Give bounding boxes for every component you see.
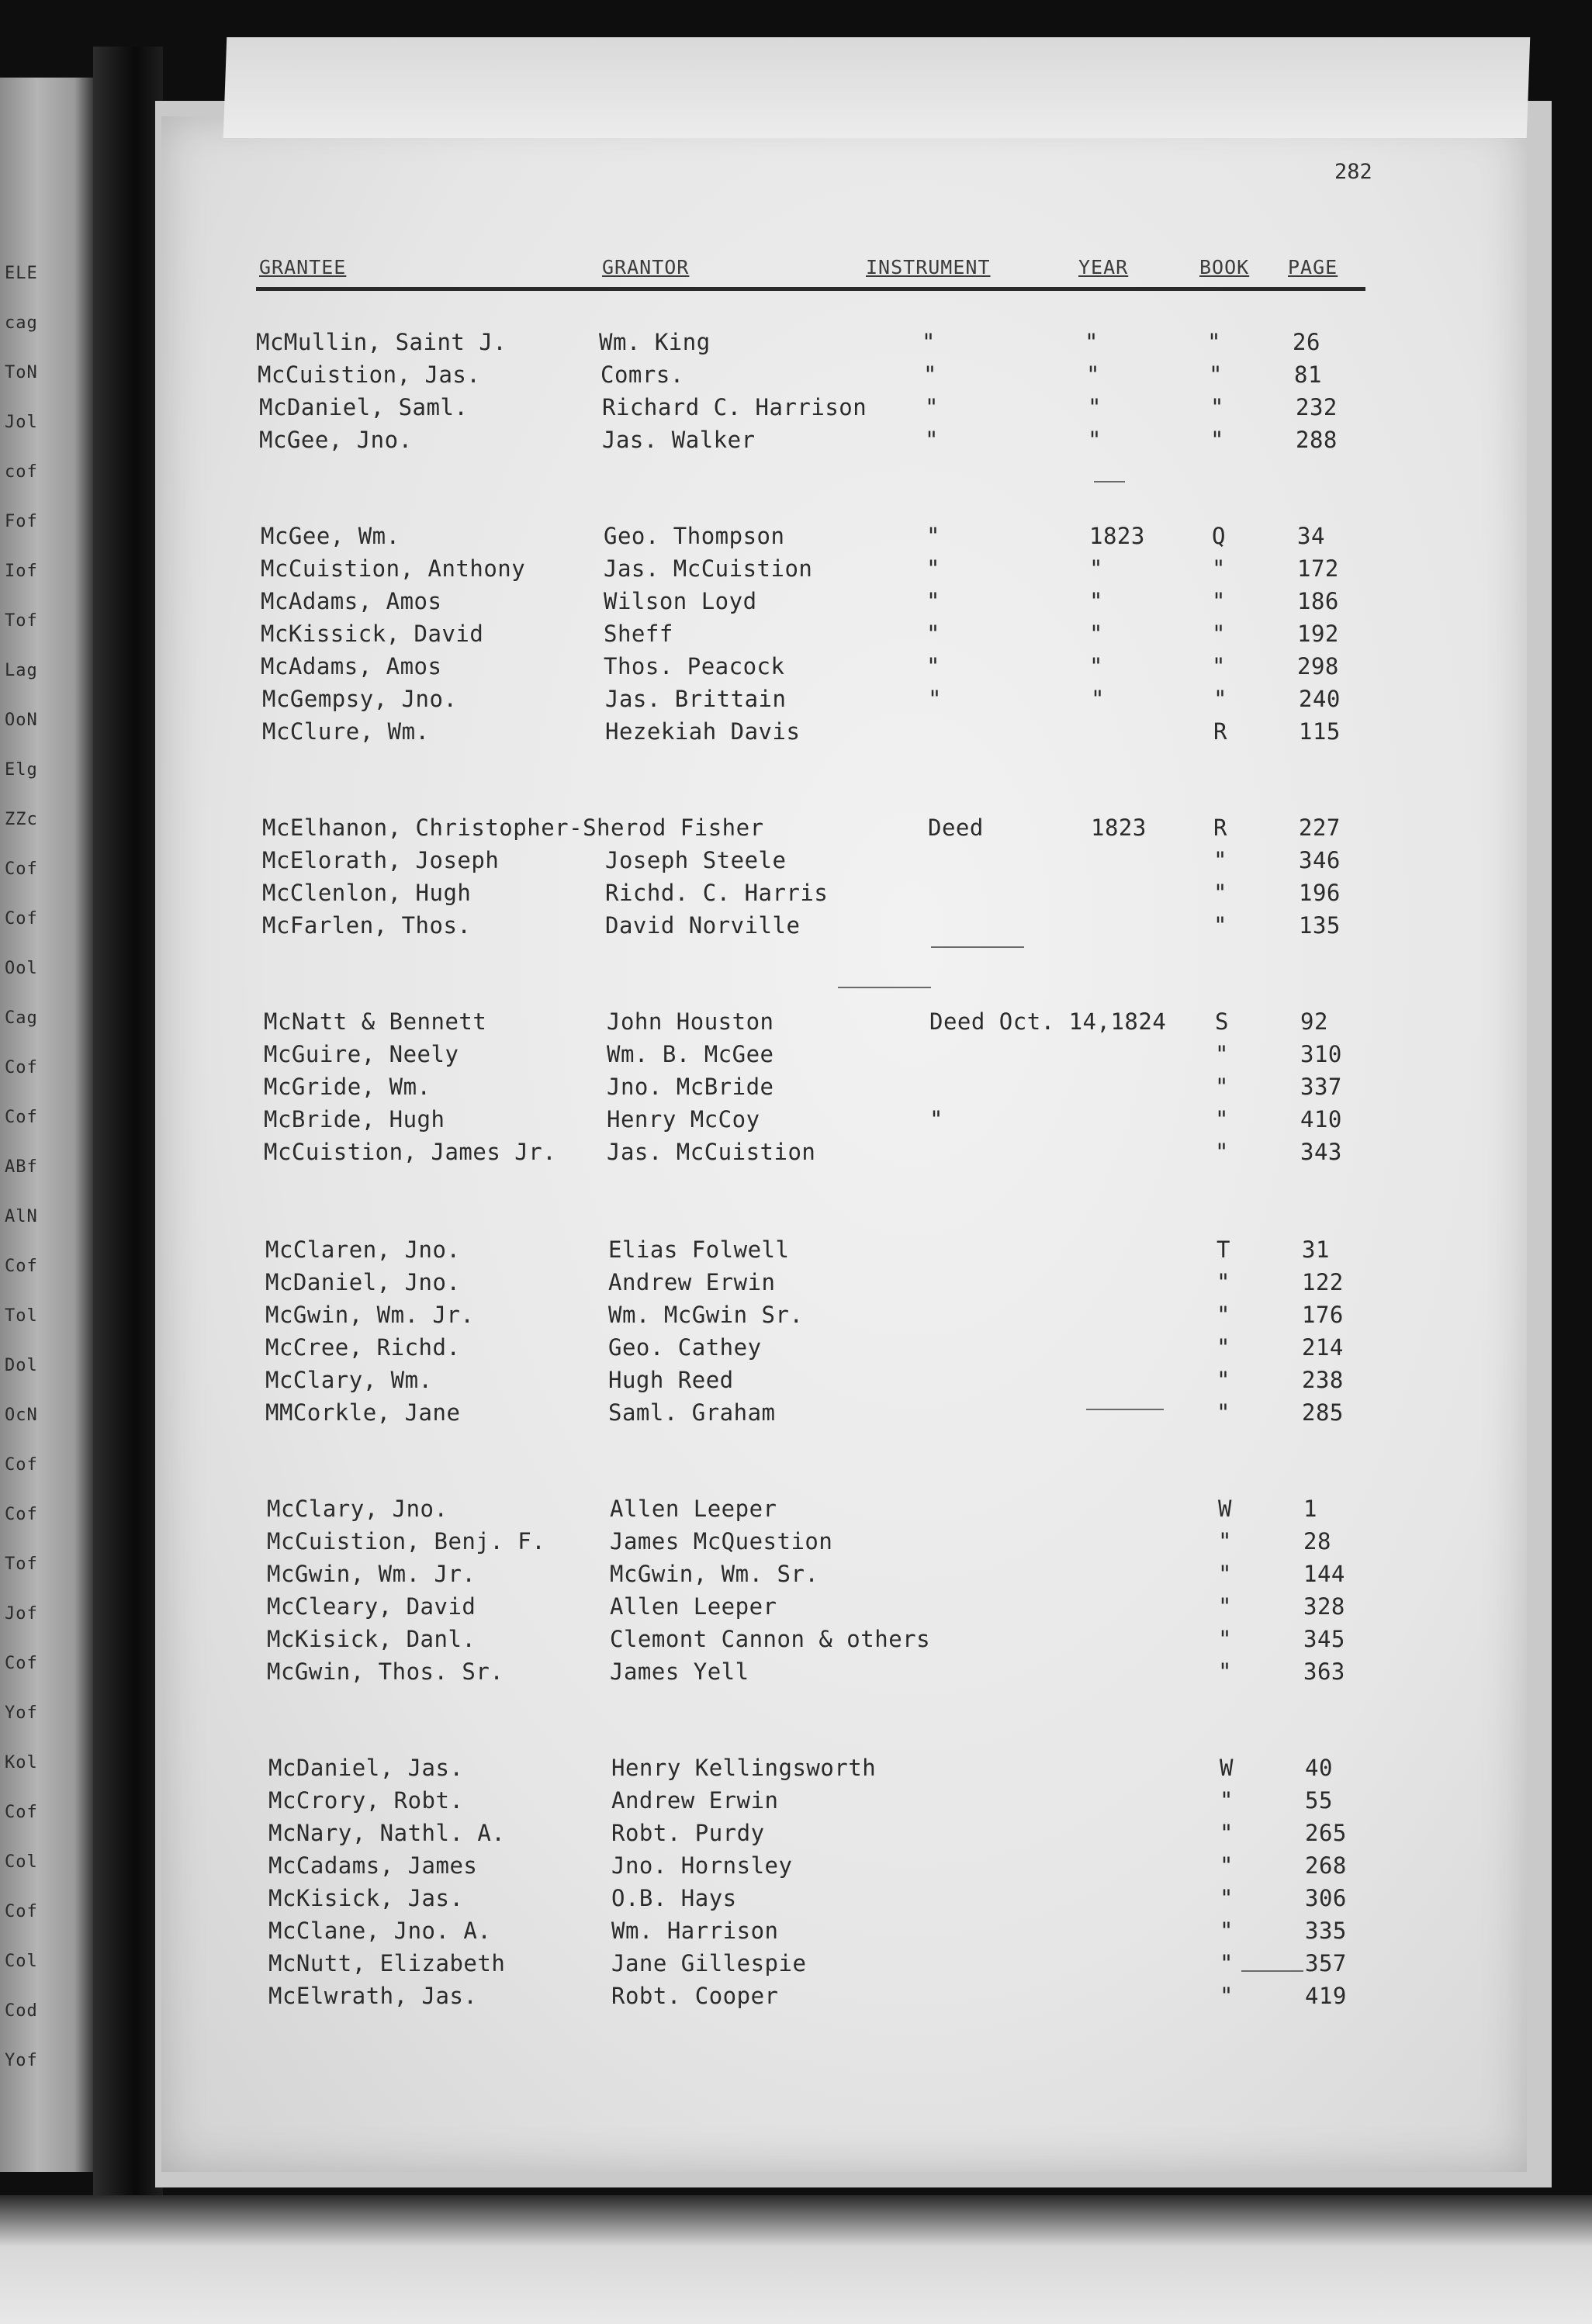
left-page-fragment: Tol [5, 1306, 38, 1326]
cell-grantor: Joseph Steele [605, 847, 787, 873]
cell-page: 363 [1303, 1658, 1345, 1685]
cell-year: " [1089, 555, 1103, 582]
table-row [9, 1302, 1592, 1334]
cell-grantee: McNutt, Elizabeth [268, 1950, 506, 1976]
left-page-fragment: Cof [5, 1058, 38, 1077]
left-page-fragment: AlN [5, 1207, 38, 1226]
cell-grantee: McDaniel, Jno. [265, 1269, 461, 1295]
cell-grantor: Elias Folwell [608, 1236, 790, 1263]
cell-instrument: " [929, 1106, 943, 1133]
table-row [8, 1139, 1592, 1171]
cell-grantee: McFarlen, Thos. [262, 912, 472, 939]
cell-page: 310 [1300, 1041, 1342, 1067]
table-row [11, 1561, 1592, 1593]
cell-page: 285 [1302, 1399, 1344, 1426]
left-page-fragment: Col [5, 1952, 38, 1971]
cell-grantor: Allen Leeper [610, 1593, 777, 1620]
header-page: PAGE [1288, 256, 1338, 278]
cell-book: " [1220, 1852, 1234, 1879]
folded-top-sheet [223, 37, 1531, 138]
cell-page: 40 [1305, 1755, 1333, 1781]
cell-book: " [1218, 1561, 1232, 1587]
cell-page: 240 [1299, 686, 1341, 712]
cell-page: 238 [1302, 1367, 1344, 1393]
left-page-fragment: Col [5, 1852, 38, 1872]
cell-grantor: Jas. Brittain [605, 686, 787, 712]
table-row [5, 588, 1592, 621]
cell-grantee: McGwin, Wm. Jr. [267, 1561, 476, 1587]
cell-grantee: McDaniel, Saml. [259, 394, 469, 420]
cell-page: 92 [1300, 1008, 1328, 1035]
cell-book: " [1220, 1918, 1234, 1944]
cell-grantor: James McQuestion [610, 1528, 833, 1555]
cell-year: " [1088, 427, 1102, 453]
cell-grantor: Clemont Cannon & others [610, 1626, 931, 1652]
left-page-fragment: Cof [5, 1803, 38, 1822]
left-page-fragment: Lag [5, 661, 38, 680]
left-page-fragment: Cof [5, 909, 38, 929]
cell-page: 357 [1305, 1950, 1347, 1976]
cell-book: W [1220, 1755, 1234, 1781]
cell-grantor: Jas. McCuistion [604, 555, 813, 582]
header-year: YEAR [1078, 256, 1129, 278]
left-page-fragment: cag [5, 313, 38, 333]
left-page-fragment: Tof [5, 1555, 38, 1574]
cell-book: " [1215, 1074, 1229, 1100]
cell-grantee: McClary, Jno. [267, 1496, 448, 1522]
cell-book: R [1213, 814, 1227, 841]
left-page-fragment: Cof [5, 1257, 38, 1276]
cell-page: 28 [1303, 1528, 1331, 1555]
cell-page: 298 [1297, 653, 1339, 680]
cell-grantor: Hezekiah Davis [605, 718, 801, 745]
cell-grantee: McAdams, Amos [261, 588, 442, 614]
cell-grantor: Wm. McGwin Sr. [608, 1302, 804, 1328]
left-page-fragment: Dol [5, 1356, 38, 1375]
cell-instrument: " [922, 329, 936, 355]
cell-page: 55 [1305, 1787, 1333, 1814]
cell-book: " [1213, 880, 1227, 906]
left-page-fragment: Elg [5, 760, 38, 780]
cell-book: " [1210, 427, 1224, 453]
cell-page: 214 [1302, 1334, 1344, 1361]
cell-grantor: Robt. Purdy [611, 1820, 765, 1846]
cell-book: " [1216, 1334, 1230, 1361]
cell-grantor: Richd. C. Harris [605, 880, 829, 906]
table-row [12, 1983, 1592, 2015]
cell-book: " [1215, 1041, 1229, 1067]
left-page-fragment: Jol [5, 413, 38, 432]
cell-grantee: McElwrath, Jas. [268, 1983, 478, 2009]
left-page-fragment: Yof [5, 1703, 38, 1723]
cell-book: " [1213, 847, 1227, 873]
cell-book: " [1220, 1885, 1234, 1911]
table-row [6, 847, 1592, 880]
table-row [6, 912, 1592, 945]
stray-mark [838, 987, 931, 988]
cell-page: 135 [1299, 912, 1341, 939]
cell-grantor: Andrew Erwin [608, 1269, 776, 1295]
cell-year: " [1089, 621, 1103, 647]
cell-grantee: McClenlon, Hugh [262, 880, 472, 906]
left-page-fragment: cof [5, 462, 38, 482]
cell-page: 122 [1302, 1269, 1344, 1295]
cell-page: 343 [1300, 1139, 1342, 1165]
cell-book: " [1212, 555, 1226, 582]
cell-grantor: James Yell [610, 1658, 749, 1685]
cell-year: " [1089, 588, 1103, 614]
cell-page: 196 [1299, 880, 1341, 906]
cell-book: " [1218, 1626, 1232, 1652]
cell-book: " [1220, 1950, 1234, 1976]
left-page-fragment: Cag [5, 1008, 38, 1028]
cell-grantor: Wilson Loyd [604, 588, 757, 614]
cell-page: 31 [1302, 1236, 1330, 1263]
cell-grantor: Andrew Erwin [611, 1787, 779, 1814]
left-page-fragment: Cof [5, 1108, 38, 1127]
table-row [12, 1852, 1592, 1885]
cell-page: 346 [1299, 847, 1341, 873]
cell-book: " [1212, 588, 1226, 614]
cell-grantee: McMullin, Saint J. [256, 329, 507, 355]
table-row [9, 1367, 1592, 1399]
table-row [9, 1334, 1592, 1367]
table-row [5, 555, 1592, 588]
cell-instrument: " [923, 361, 937, 388]
cell-page: 227 [1299, 814, 1341, 841]
cell-page: 34 [1297, 523, 1325, 549]
cell-book: " [1215, 1106, 1229, 1133]
cell-book: " [1218, 1528, 1232, 1555]
cell-grantee: McGwin, Thos. Sr. [267, 1658, 504, 1685]
cell-grantor: Jas. Walker [602, 427, 756, 453]
cell-grantee: McClary, Wm. [265, 1367, 433, 1393]
cell-book: S [1215, 1008, 1229, 1035]
cell-grantee: McElhanon, Christopher-Sherod Fisher [262, 814, 764, 841]
cell-grantee: McGempsy, Jno. [262, 686, 458, 712]
cell-grantee: McDaniel, Jas. [268, 1755, 464, 1781]
left-page-fragment: Iof [5, 562, 38, 581]
cell-grantor: Sheff [604, 621, 673, 647]
cell-book: " [1218, 1593, 1232, 1620]
column-header-row [256, 253, 1365, 291]
cell-grantee: McGuire, Neely [264, 1041, 459, 1067]
cell-year: " [1086, 361, 1100, 388]
cell-grantee: McGwin, Wm. Jr. [265, 1302, 475, 1328]
cell-grantee: McNary, Nathl. A. [268, 1820, 506, 1846]
table-row [8, 1008, 1592, 1041]
cell-grantee: McCadams, James [268, 1852, 478, 1879]
cell-page: 265 [1305, 1820, 1347, 1846]
cell-grantor: Thos. Peacock [604, 653, 785, 680]
cell-book: Q [1212, 523, 1226, 549]
table-row [12, 1787, 1592, 1820]
cell-page: 328 [1303, 1593, 1345, 1620]
cell-grantor: Richard C. Harrison [602, 394, 867, 420]
table-row [8, 1106, 1592, 1139]
cell-grantee: McClaren, Jno. [265, 1236, 461, 1263]
cell-instrument: " [925, 427, 939, 453]
cell-instrument: Deed [928, 814, 984, 841]
cell-grantee: McAdams, Amos [261, 653, 442, 680]
table-row [6, 686, 1592, 718]
left-page-fragment: Kol [5, 1753, 38, 1772]
cell-instrument: " [926, 621, 940, 647]
cell-book: " [1220, 1983, 1234, 2009]
cell-year: " [1089, 653, 1103, 680]
left-page-fragment: Cof [5, 1505, 38, 1524]
cell-grantor: McGwin, Wm. Sr. [610, 1561, 819, 1587]
cell-page: 335 [1305, 1918, 1347, 1944]
cell-grantor: Geo. Cathey [608, 1334, 762, 1361]
cell-grantor: Henry McCoy [607, 1106, 760, 1133]
left-page-fragment: Cof [5, 859, 38, 879]
cell-book: " [1215, 1139, 1229, 1165]
table-row [11, 1528, 1592, 1561]
table-row [12, 1918, 1592, 1950]
cell-book: " [1209, 361, 1223, 388]
cell-grantee: McCrory, Robt. [268, 1787, 464, 1814]
cell-page: 232 [1296, 394, 1338, 420]
table-row [12, 1885, 1592, 1918]
cell-book: " [1212, 621, 1226, 647]
table-row [9, 1269, 1592, 1302]
cell-year: " [1091, 686, 1105, 712]
cell-page: 419 [1305, 1983, 1347, 2009]
cell-book: T [1216, 1236, 1230, 1263]
header-grantor: GRANTOR [602, 256, 690, 278]
cell-grantee: McBride, Hugh [264, 1106, 445, 1133]
cell-page: 192 [1297, 621, 1339, 647]
cell-grantee: McClure, Wm. [262, 718, 430, 745]
left-page-fragment: Tof [5, 611, 38, 631]
cell-grantee: McKissick, David [261, 621, 484, 647]
table-row [5, 653, 1592, 686]
cell-book: " [1220, 1820, 1234, 1846]
cell-book: " [1213, 912, 1227, 939]
table-row [11, 1658, 1592, 1691]
left-page-fragment: ToN [5, 363, 38, 382]
header-grantee: GRANTEE [259, 256, 347, 278]
cell-grantor: Wm. Harrison [611, 1918, 779, 1944]
cell-grantor: Geo. Thompson [604, 523, 785, 549]
cell-page: 144 [1303, 1561, 1345, 1587]
left-page-fragment: Cod [5, 2001, 38, 2021]
stray-mark [1094, 481, 1125, 482]
stray-mark [1241, 1970, 1303, 1972]
cell-grantee: McClane, Jno. A. [268, 1918, 492, 1944]
cell-grantee: McCuistion, James Jr. [264, 1139, 557, 1165]
stray-mark [1086, 1409, 1164, 1410]
table-row [6, 814, 1592, 847]
cell-grantee: McKisick, Jas. [268, 1885, 464, 1911]
left-page-fragment: ELE [5, 264, 38, 283]
cell-page: 288 [1296, 427, 1338, 453]
cell-grantor: Jno. McBride [607, 1074, 774, 1100]
table-row [0, 329, 1592, 361]
cell-page: 1 [1303, 1496, 1317, 1522]
cell-book: " [1220, 1787, 1234, 1814]
cell-grantee: McKisick, Danl. [267, 1626, 476, 1652]
left-page-fragment: Cof [5, 1455, 38, 1475]
table-row [5, 523, 1592, 555]
table-row [6, 880, 1592, 912]
cell-book: " [1216, 1399, 1230, 1426]
left-page-fragment: Jof [5, 1604, 38, 1624]
left-page-fragment: Ool [5, 959, 38, 978]
table-row [12, 1950, 1592, 1983]
cell-grantor: Hugh Reed [608, 1367, 734, 1393]
cell-grantor: Jas. McCuistion [607, 1139, 816, 1165]
cell-page: 186 [1297, 588, 1339, 614]
cell-page: 337 [1300, 1074, 1342, 1100]
left-page-fragment: Cof [5, 1654, 38, 1673]
cell-instrument: " [928, 686, 942, 712]
cell-year: " [1085, 329, 1099, 355]
table-row [2, 361, 1592, 394]
cell-grantee: McCuistion, Benj. F. [267, 1528, 546, 1555]
cell-instrument: Deed Oct. 14,1824 [929, 1008, 1167, 1035]
film-bottom-edge [0, 2195, 1592, 2324]
cell-grantor: Henry Kellingsworth [611, 1755, 877, 1781]
cell-grantor: Wm. King [599, 329, 711, 355]
cell-book: " [1216, 1302, 1230, 1328]
cell-instrument: " [925, 394, 939, 420]
stray-mark [931, 946, 1024, 948]
page-number: 282 [1334, 160, 1372, 184]
cell-page: 345 [1303, 1626, 1345, 1652]
cell-grantor: Comrs. [600, 361, 684, 388]
cell-page: 26 [1293, 329, 1320, 355]
table-row [3, 427, 1592, 459]
table-row [11, 1626, 1592, 1658]
table-row [12, 1820, 1592, 1852]
cell-book: " [1210, 394, 1224, 420]
cell-page: 81 [1294, 361, 1322, 388]
table-row [12, 1755, 1592, 1787]
table-row [8, 1074, 1592, 1106]
cell-book: " [1216, 1269, 1230, 1295]
table-row [9, 1399, 1592, 1432]
table-row [6, 718, 1592, 751]
cell-instrument: " [926, 653, 940, 680]
cell-grantor: Jno. Hornsley [611, 1852, 793, 1879]
cell-year: 1823 [1089, 523, 1145, 549]
cell-page: 115 [1299, 718, 1341, 745]
cell-grantee: McGride, Wm. [264, 1074, 431, 1100]
left-page-fragment: Fof [5, 512, 38, 531]
cell-book: " [1207, 329, 1221, 355]
cell-grantor: Jane Gillespie [611, 1950, 807, 1976]
cell-instrument: " [926, 588, 940, 614]
table-row [5, 621, 1592, 653]
left-page-fragment: Yof [5, 2051, 38, 2070]
header-book: BOOK [1199, 256, 1250, 278]
table-row [8, 1041, 1592, 1074]
cell-book: " [1218, 1658, 1232, 1685]
cell-grantee: McCuistion, Anthony [261, 555, 526, 582]
cell-page: 172 [1297, 555, 1339, 582]
cell-grantee: MMCorkle, Jane [265, 1399, 461, 1426]
left-page-fragment: ABf [5, 1157, 38, 1177]
cell-grantee: McCree, Richd. [265, 1334, 461, 1361]
cell-grantor: O.B. Hays [611, 1885, 737, 1911]
left-page-fragment: OcN [5, 1406, 38, 1425]
left-page-fragment: OoN [5, 711, 38, 730]
cell-book: " [1213, 686, 1227, 712]
cell-page: 410 [1300, 1106, 1342, 1133]
table-row [11, 1593, 1592, 1626]
cell-book: W [1218, 1496, 1232, 1522]
cell-grantor: David Norville [605, 912, 801, 939]
cell-grantor: John Houston [607, 1008, 774, 1035]
left-page-fragment: Cof [5, 1902, 38, 1921]
cell-grantee: McGee, Wm. [261, 523, 400, 549]
header-instrument: INSTRUMENT [866, 256, 991, 278]
cell-grantor: Robt. Cooper [611, 1983, 779, 2009]
cell-page: 176 [1302, 1302, 1344, 1328]
cell-grantee: McCleary, David [267, 1593, 476, 1620]
cell-grantee: McCuistion, Jas. [258, 361, 481, 388]
table-row [9, 1236, 1592, 1269]
cell-page: 268 [1305, 1852, 1347, 1879]
cell-grantee: McGee, Jno. [259, 427, 413, 453]
cell-year: " [1088, 394, 1102, 420]
cell-grantor: Wm. B. McGee [607, 1041, 774, 1067]
cell-grantee: McElorath, Joseph [262, 847, 500, 873]
cell-grantee: McNatt & Bennett [264, 1008, 487, 1035]
cell-grantor: Saml. Graham [608, 1399, 776, 1426]
cell-year: 1823 [1091, 814, 1147, 841]
cell-page: 306 [1305, 1885, 1347, 1911]
cell-instrument: " [926, 555, 940, 582]
cell-grantor: Allen Leeper [610, 1496, 777, 1522]
cell-book: " [1212, 653, 1226, 680]
cell-book: " [1216, 1367, 1230, 1393]
table-row [11, 1496, 1592, 1528]
cell-instrument: " [926, 523, 940, 549]
left-page-fragment: ZZc [5, 810, 38, 829]
table-row [3, 394, 1592, 427]
cell-book: R [1213, 718, 1227, 745]
